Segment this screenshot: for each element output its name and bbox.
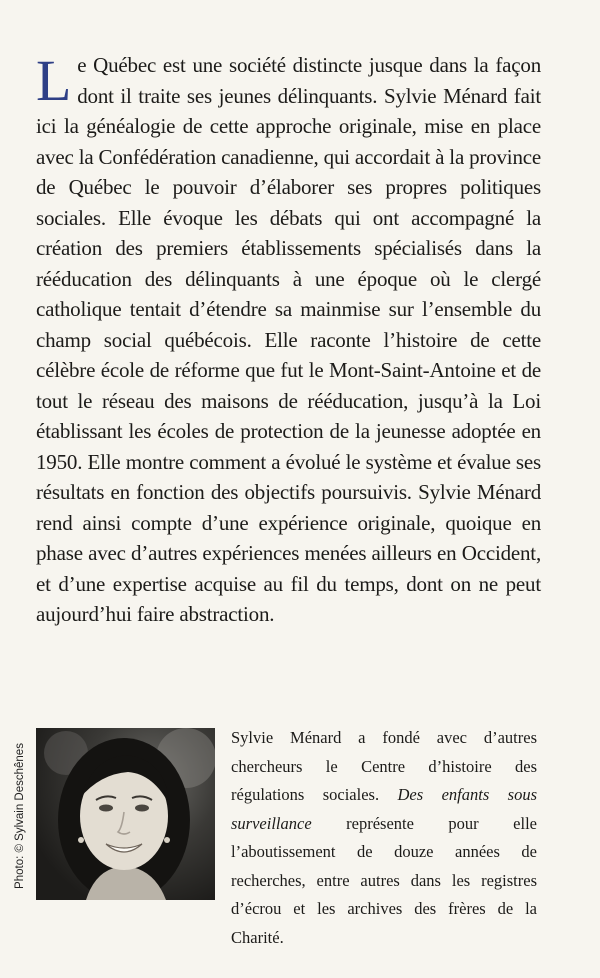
book-title: Des enfants sous surveillance	[231, 785, 537, 833]
back-cover-summary	[36, 50, 541, 630]
photo-credit	[10, 730, 30, 902]
photo-credit-text: Photo: © Sylvain Deschênes	[14, 743, 27, 889]
summary-text: e Québec est une société distincte jusque dans la façon dont il traite ses jeunes délinquants. Sylvie Ménard fait ici la généalogie de cette approche originale, mise en place avec la Confédération canadienne, qui accordait à la province de Québec le pouvoir d’élaborer ses propres politiques sociales. Elle évoque les débats qui ont accompagné la création des premiers établissements spécialisés dans la rééducation des délinquants à une époque où le clergé catholique tentait d’étendre sa mainmise sur l’ensemble du champ social québécois. Elle raconte l’histoire de cette célèbre école de réforme que fut le Mont-Saint-Antoine et de tout le réseau des maisons de rééducation, jusqu’à la Loi établissant les écoles de protection de la jeunesse adoptée en 1950. Elle montre comment a évolué le système et évalue ses résultats en fonction des objectifs poursuivis. Sylvie Ménard rend ainsi compte d’une expérience originale, quoique en phase avec d’autres expériences menées ailleurs en Occident, et d’une expertise acquise au fil du temps, dont on ne peut aujourd’hui faire abstraction.	[36, 53, 541, 626]
drop-cap: L	[36, 48, 72, 113]
bio-text-part1: Sylvie Ménard a fondé avec d’autres chercheurs le Centre d’histoire des régulations sociales.	[231, 728, 537, 804]
author-portrait-image	[36, 728, 215, 900]
author-biography	[231, 724, 537, 952]
bio-text-part2: représente pour elle l’aboutissement de douze années de recherches, entre autres dans les registres d’écrou et les archives des frères de la Charité.	[231, 813, 537, 947]
author-portrait	[36, 728, 215, 900]
